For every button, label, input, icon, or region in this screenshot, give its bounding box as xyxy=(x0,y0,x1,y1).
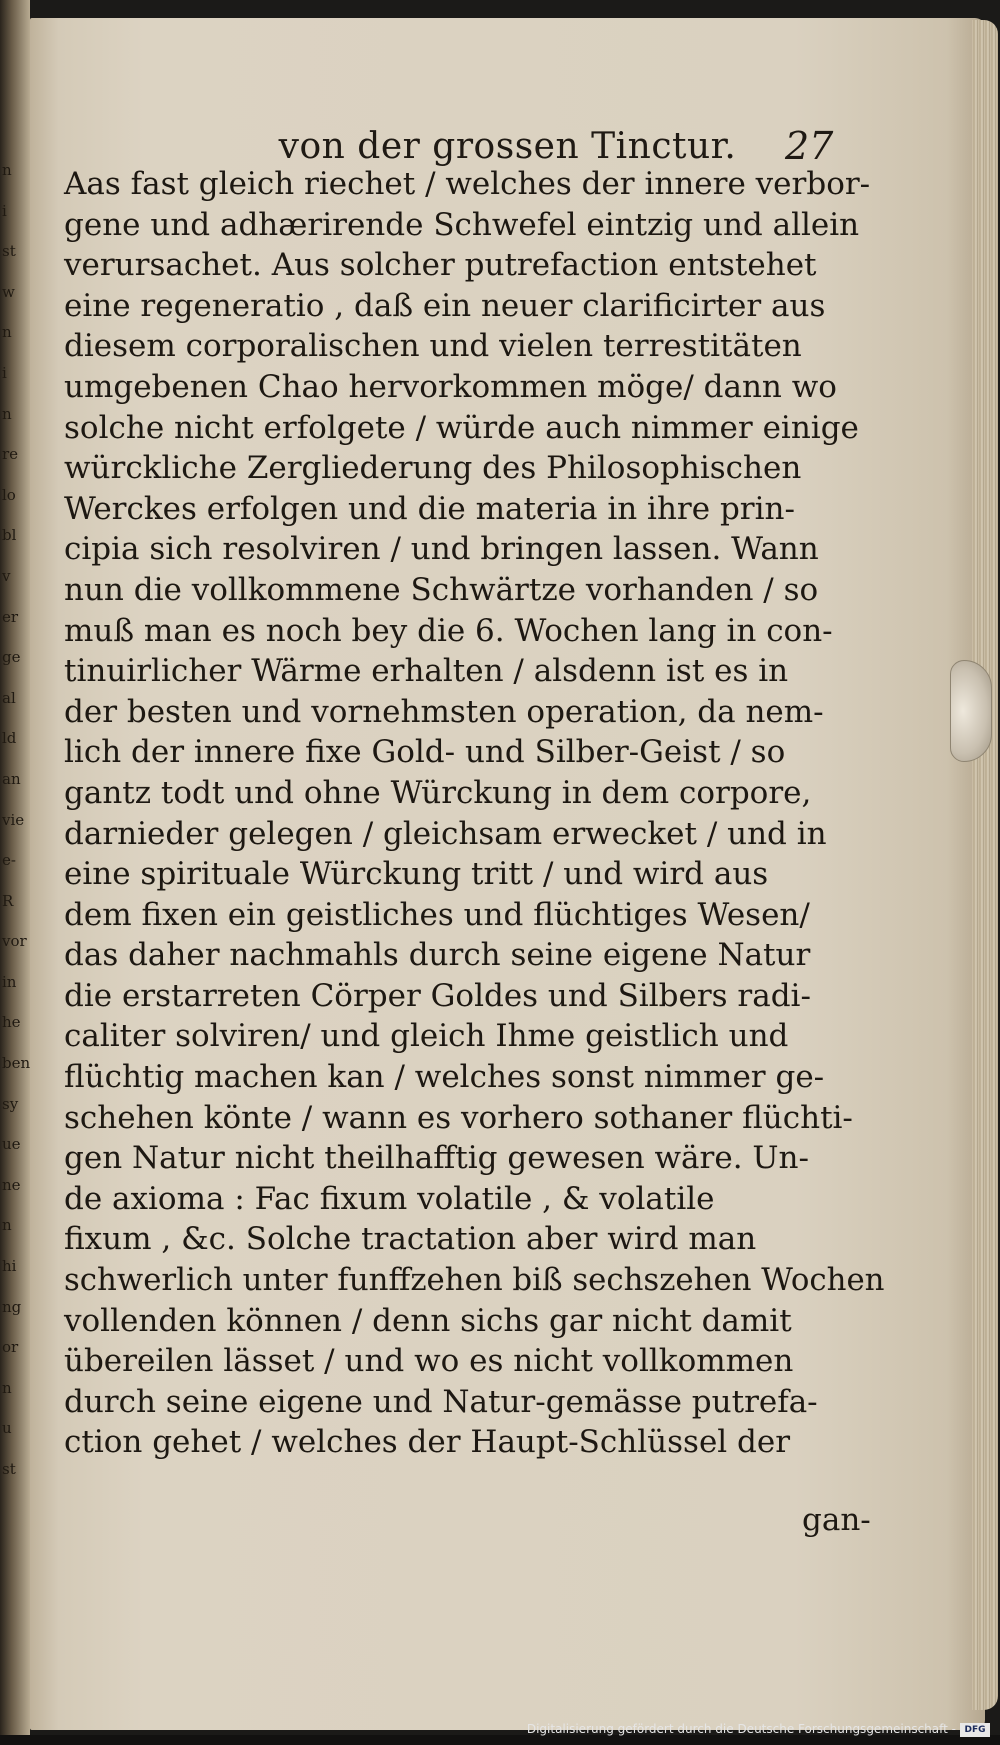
facing-page-fragment: ben xyxy=(2,1054,31,1073)
text-line: vollenden können / denn sichs gar nicht damit xyxy=(64,1302,792,1339)
facing-page-fragment: an xyxy=(2,769,21,788)
facing-page-fragments xyxy=(2,150,31,1490)
facing-page-fragment: v xyxy=(2,566,11,585)
facing-page-edge xyxy=(0,0,30,1745)
text-line: cipia sich resolviren / und bringen lassen. Wann xyxy=(64,531,819,568)
digitization-credit: Digitalisierung gefördert durch die Deutsche Forschungsgemeinschaft - xyxy=(526,1722,956,1736)
text-line: durch seine eigene und Natur-gemässe putrefa- xyxy=(64,1383,818,1420)
text-line: eine spirituale Würckung tritt / und wird aus xyxy=(64,856,769,893)
facing-page-fragment: n xyxy=(2,1216,12,1235)
dfg-logo: DFG xyxy=(960,1723,990,1737)
text-line: übereilen lässet / und wo es nicht vollkommen xyxy=(64,1343,794,1380)
body-text xyxy=(64,164,885,1463)
facing-page-fragment: he xyxy=(2,1013,21,1032)
facing-page-fragment: re xyxy=(2,445,19,464)
text-line: der besten und vornehmsten operation, da nem- xyxy=(64,693,824,730)
facing-page-fragment: ng xyxy=(2,1297,22,1316)
facing-page-fragment: n xyxy=(2,323,12,342)
text-line: tinuirlicher Wärme erhalten / alsdenn ist es in xyxy=(64,653,789,690)
footer-bar xyxy=(0,1735,1000,1745)
text-line: gantz todt und ohne Würckung in dem corpore, xyxy=(64,774,812,811)
text-line: Werckes erfolgen und die materia in ihre prin- xyxy=(64,490,795,527)
facing-page-fragment: n xyxy=(2,161,12,179)
facing-page-fragment: ne xyxy=(2,1175,21,1194)
text-line: Aas fast gleich riechet / welches der innere verbor- xyxy=(64,166,871,202)
text-line: das daher nachmahls durch seine eigene Natur xyxy=(64,937,811,974)
text-line: gen Natur nicht theilhafftig gewesen wäre. Un- xyxy=(64,1140,809,1177)
text-line: umgebenen Chao hervorkommen möge/ dann wo xyxy=(64,368,837,405)
facing-page-fragment: bl xyxy=(2,526,17,545)
book-page xyxy=(30,18,985,1730)
facing-page-fragment: e- xyxy=(2,851,16,870)
catchword: gan- xyxy=(802,1502,871,1538)
text-line: nun die vollkommene Schwärtze vorhanden / so xyxy=(64,571,819,608)
facing-page-fragment: er xyxy=(2,607,19,626)
running-head: von der grossen Tinctur. xyxy=(278,126,737,167)
text-line: muß man es noch bey die 6. Wochen lang in con- xyxy=(64,612,833,649)
facing-page-fragment: vie xyxy=(2,810,25,829)
facing-page-fragment: vor xyxy=(2,932,27,951)
page-number: 27 xyxy=(785,124,834,168)
text-line: ction gehet / welches der Haupt-Schlüssel der xyxy=(64,1424,791,1461)
facing-page-fragment: u xyxy=(2,1419,12,1438)
text-line: die erstarreten Cörper Goldes und Silbers radi- xyxy=(64,977,811,1014)
facing-page-fragment: hi xyxy=(2,1257,17,1276)
text-line: caliter solviren/ und gleich Ihme geistlich und xyxy=(64,1018,789,1055)
facing-page-fragment: al xyxy=(2,688,16,707)
facing-page-fragment: ge xyxy=(2,648,21,667)
text-line: fixum , &c. Solche tractation aber wird man xyxy=(64,1221,757,1258)
facing-page-fragment: n xyxy=(2,1378,12,1397)
text-line: diesem corporalischen und vielen terrestitäten xyxy=(64,328,802,365)
page-stack-edge xyxy=(972,20,998,1710)
facing-page-fragment: i xyxy=(2,363,7,382)
text-line: würckliche Zergliederung des Philosophischen xyxy=(64,450,802,487)
facing-page-fragment: ld xyxy=(2,729,17,748)
facing-page-fragment: sy xyxy=(2,1094,19,1113)
text-line: de axioma : Fac fixum volatile , & volatile xyxy=(64,1180,715,1217)
text-line: schehen könte / wann es vorhero sothaner flüchti- xyxy=(64,1099,853,1136)
book-clasp xyxy=(950,660,992,762)
facing-page-fragment: n xyxy=(2,404,12,423)
facing-page-fragment: w xyxy=(2,282,15,301)
facing-page-fragment: lo xyxy=(2,485,16,504)
text-line: schwerlich unter funffzehen biß sechszehen Wochen xyxy=(64,1262,885,1299)
facing-page-fragment: R xyxy=(2,891,14,910)
text-line: lich der innere fixe Gold- und Silber-Geist / so xyxy=(64,734,786,771)
facing-page-fragment: st xyxy=(2,242,16,261)
facing-page-fragment: or xyxy=(2,1338,19,1357)
facing-page-fragment: i xyxy=(2,201,7,220)
text-line: flüchtig machen kan / welches sonst nimmer ge- xyxy=(64,1059,825,1096)
text-line: solche nicht erfolgete / würde auch nimmer einige xyxy=(64,409,859,446)
text-line: verursachet. Aus solcher putrefaction entstehet xyxy=(64,247,817,284)
text-line: darnieder gelegen / gleichsam erwecket / und in xyxy=(64,815,827,852)
text-line: eine regeneratio , daß ein neuer clarificirter aus xyxy=(64,287,826,324)
text-line: dem fixen ein geistliches und flüchtiges Wesen/ xyxy=(64,896,810,933)
facing-page-fragment: in xyxy=(2,972,17,991)
facing-page-fragment: ue xyxy=(2,1135,21,1154)
text-line: gene und adhærirende Schwefel eintzig und allein xyxy=(64,206,860,243)
facing-page-fragment: st xyxy=(2,1460,16,1478)
